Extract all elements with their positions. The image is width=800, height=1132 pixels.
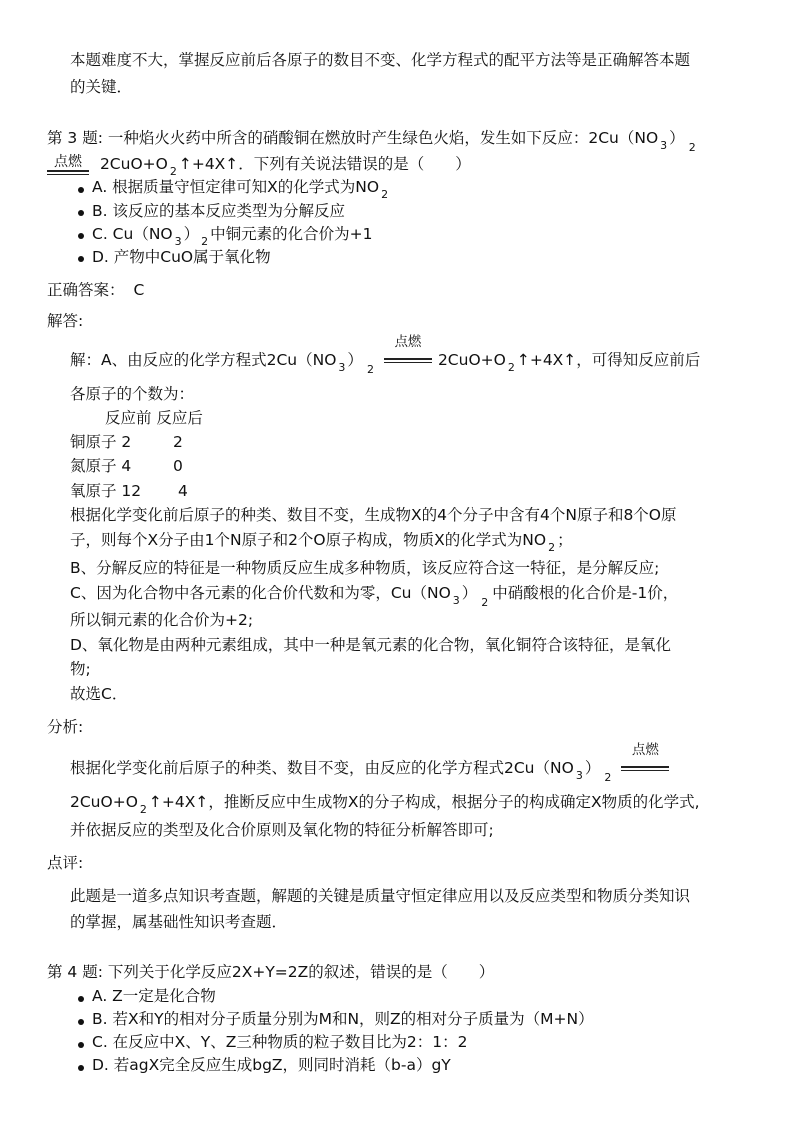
q3-eq-rest: ↑+4X↑．下列有关说法错误的是（ ）: [178, 155, 471, 173]
table-row-name: 铜原子 2: [70, 433, 132, 451]
sol-line-7: 所以铜元素的化合价为+2;: [70, 611, 254, 629]
q3-option-c-sub3: 3: [174, 235, 182, 248]
sol-line-6-rest: 中硝酸根的化合价是-1价，: [492, 584, 679, 602]
bullet-icon: [78, 996, 84, 1002]
sol-line-1-sub2: 2: [366, 363, 374, 376]
q3-reaction-condition: [47, 154, 89, 175]
q3-option-d[interactable]: D. 产物中CuO属于氧化物: [92, 248, 271, 266]
sol-line-1-subO: 2: [507, 361, 515, 374]
bullet-icon: [78, 1065, 84, 1071]
reaction-condition-text: 点燃: [394, 334, 422, 350]
analysis-line-1-text: 根据化学变化前后原子的种类、数目不变，由反应的化学方程式2Cu（NO: [70, 759, 574, 777]
q3-heading-text: 第 3 题: 一种焰火火药中所含的硝酸铜在燃放时产生绿色火焰，发生如下反应：2Cu（NO: [47, 129, 659, 147]
analysis-line-2-rest: ↑+4X↑，推断反应中生成物X的分子构成，根据分子的构成确定X物质的化学式,: [148, 793, 700, 811]
analysis-line-2-sub: 2: [139, 803, 147, 816]
intro-line-1: 本题难度不大，掌握反应前后各原子的数目不变、化学方程式的配平方法等是正确解答本题: [70, 51, 691, 69]
bullet-icon: [78, 187, 84, 193]
comment-line-1: 此题是一道多点知识考查题，解题的关键是质量守恒定律应用以及反应类型和物质分类知识: [70, 887, 691, 905]
sol-line-4-sub: 2: [548, 541, 556, 554]
sol-line-1: [70, 334, 701, 376]
sol-line-2: 各原子的个数为：: [70, 385, 195, 403]
q3-heading-sub-3: 3: [660, 139, 668, 152]
table-row-after: 2: [173, 433, 183, 451]
reaction-condition-text: 点燃: [54, 154, 82, 170]
q4-option-d[interactable]: D. 若agX完全反应生成bgZ，则同时消耗（b-a）gY: [92, 1056, 451, 1074]
bullet-icon: [78, 256, 84, 262]
analysis-line-3: 并依据反应的类型及化合价原则及氧化物的特征分析解答即可;: [70, 821, 494, 839]
sol-line-6: [70, 583, 679, 609]
sol-line-1-product: 2CuO+O: [437, 351, 506, 369]
bullet-icon: [78, 1019, 84, 1025]
q3-option-c[interactable]: [92, 224, 373, 246]
q3-answer: [47, 280, 144, 300]
q4-option-a[interactable]: A. Z一定是化合物: [92, 987, 216, 1005]
intro-line-2: 的关键．: [70, 78, 133, 96]
q3-heading-paren: ）: [669, 129, 685, 147]
solution-label: 解答:: [47, 312, 84, 330]
sol-line-9: 物;: [70, 660, 91, 678]
analysis-line-1-sub2: 2: [604, 771, 612, 784]
analysis-line-1: [70, 742, 675, 784]
answer-label: 正确答案：: [47, 281, 125, 299]
q3-option-a[interactable]: [92, 177, 390, 199]
q4-option-c[interactable]: C. 在反应中X、Y、Z三种物质的粒子数目比为2：1：2: [92, 1033, 468, 1051]
sol-line-6-sub2: 2: [481, 596, 489, 609]
q3-eq-sub: 2: [169, 165, 177, 178]
table-header: 反应前 反应后: [105, 409, 203, 427]
reaction-arrow-bar: [384, 358, 432, 363]
sol-line-4-text: 子，则每个X分子由1个N原子和2个O原子构成，物质X的化学式为NO: [70, 531, 547, 549]
sol-line-1-text: 解：A、由反应的化学方程式2Cu（NO: [70, 351, 337, 369]
analysis-label: 分析:: [47, 718, 84, 736]
q3-option-c-text: C. Cu（NO: [92, 225, 173, 243]
q3-option-b[interactable]: B. 该反应的基本反应类型为分解反应: [92, 202, 345, 220]
bullet-icon: [78, 233, 84, 239]
analysis-line-2-text: 2CuO+O: [70, 793, 138, 811]
sol-line-1-sub3: 3: [338, 361, 346, 374]
table-row-name: 氮原子 4: [70, 457, 132, 475]
sol-line-1-rest: ↑+4X↑，可得知反应前后: [516, 351, 701, 369]
table-row-after: 0: [173, 457, 183, 475]
q3-equation: [47, 154, 471, 176]
q3-option-c-sub2: 2: [201, 235, 209, 248]
answer-value: C: [133, 281, 145, 299]
sol-line-10: 故选C．: [70, 685, 128, 703]
sol-line-8: D、氧化物是由两种元素组成，其中一种是氧元素的化合物，氧化铜符合该特征，是氧化: [70, 636, 671, 654]
q3-option-a-sub: 2: [381, 188, 389, 201]
comment-line-2: 的掌握，属基础性知识考查题．: [70, 913, 288, 931]
bullet-icon: [78, 210, 84, 216]
reaction-condition-text: 点燃: [631, 742, 659, 758]
q4-option-b[interactable]: B. 若X和Y的相对分子质量分别为M和N，则Z的相对分子质量为（M+N）: [92, 1010, 594, 1028]
sol-line-1-paren: ）: [347, 351, 363, 369]
analysis-reaction-condition: [621, 742, 669, 778]
comment-label: 点评:: [47, 854, 84, 872]
q3-heading-sub-2: 2: [688, 141, 696, 154]
q3-option-c-paren: ）: [183, 225, 200, 243]
q4-heading: 第 4 题: 下列关于化学反应2X+Y=2Z的叙述，错误的是（ ）: [47, 963, 495, 981]
q3-eq-products: 2CuO+O: [99, 155, 168, 173]
q3-heading: [47, 128, 700, 154]
analysis-line-1-sub3: 3: [575, 769, 583, 782]
sol-line-6-paren: ）: [461, 584, 478, 602]
bullet-icon: [78, 1042, 84, 1048]
sol-line-4: [70, 530, 573, 552]
reaction-arrow-bar: [621, 766, 669, 771]
sol-line-5: B、分解反应的特征是一种物质反应生成多种物质，该反应符合这一特征，是分解反应;: [70, 559, 660, 577]
analysis-line-1-paren: ）: [584, 759, 601, 777]
reaction-arrow-bar: [47, 170, 89, 175]
sol-reaction-condition: [384, 334, 432, 370]
table-row-after: 4: [178, 482, 188, 500]
q3-option-a-text: A. 根据质量守恒定律可知X的化学式为NO: [92, 178, 380, 196]
sol-line-6-text: C、因为化合物中各元素的化合价代数和为零，Cu（NO: [70, 584, 451, 602]
sol-line-6-sub3: 3: [452, 594, 460, 607]
sol-line-4-end: ；: [557, 531, 573, 549]
analysis-line-2: [70, 792, 700, 814]
table-row-name: 氧原子 12: [70, 482, 142, 500]
q3-option-c-rest: 中铜元素的化合价为+1: [210, 225, 373, 243]
sol-line-3: 根据化学变化前后原子的种类、数目不变，生成物X的4个分子中含有4个N原子和8个O原: [70, 506, 677, 524]
